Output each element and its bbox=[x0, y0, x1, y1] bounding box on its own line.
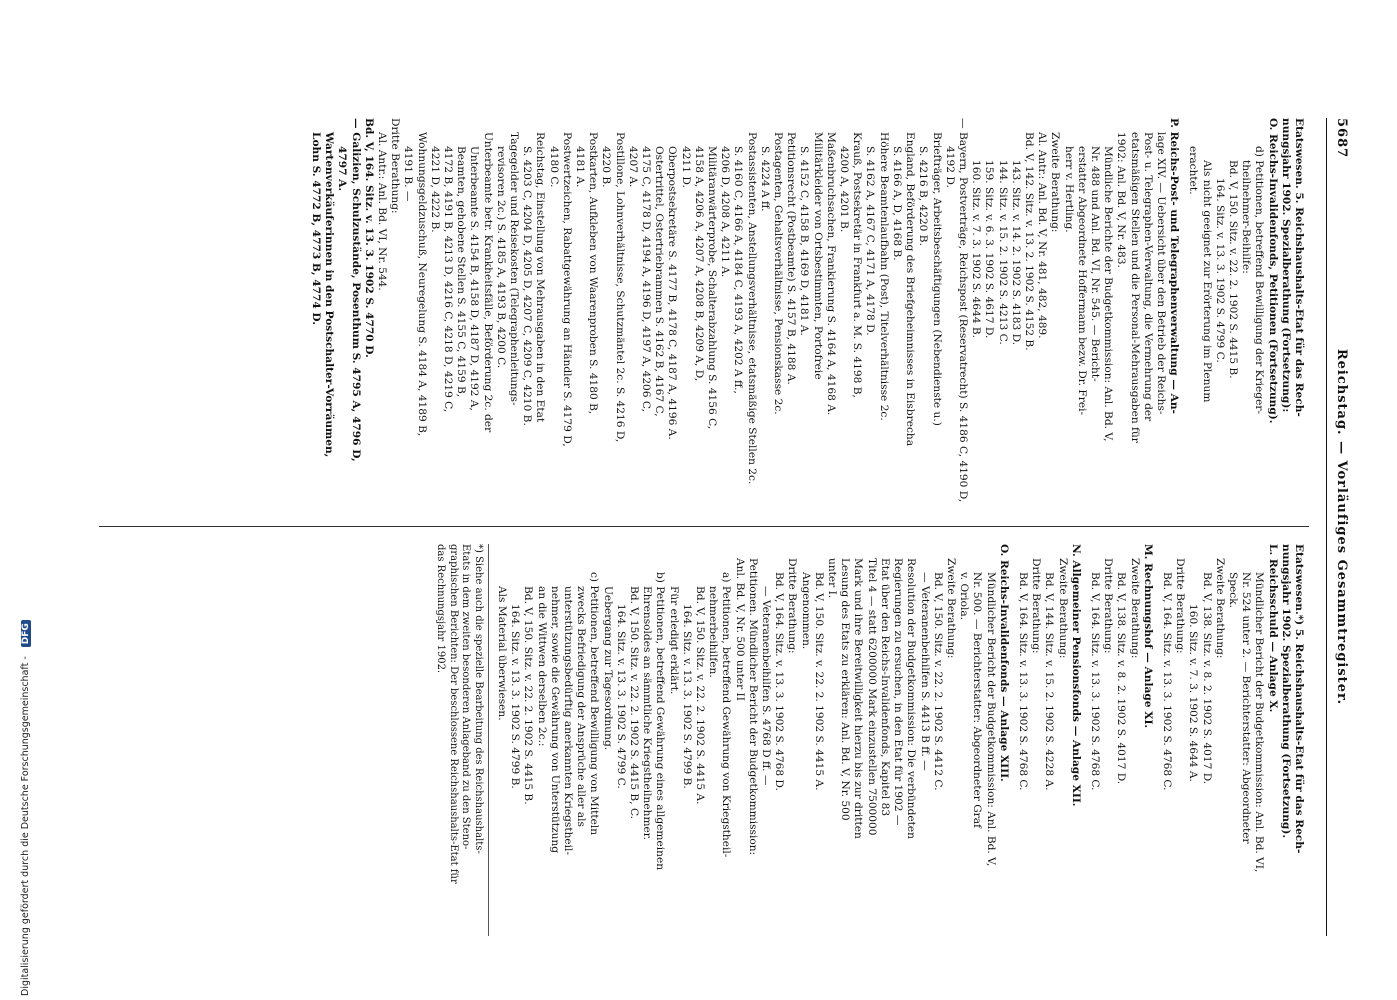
text-line: S. 4160 C, 4166 A, 4184 C, 4193 A, 4202 A ff., bbox=[732, 146, 745, 394]
text-line: d) Petitionen, betreffend Bewilligung der Krieger- bbox=[1253, 146, 1266, 414]
text-line: 164. Sitz. v. 13. 3. 1902 S. 4799 C. bbox=[614, 604, 627, 789]
text-line: Mündliche Berichte der Budgetkommission: Anl. Bd. V, bbox=[1102, 146, 1115, 442]
text-line: Bd. V, 164. Sitz. v. 13. 3. 1902 S. 4770 D. bbox=[362, 118, 375, 358]
text-line: M. Rechnungshof — Anlage XI. bbox=[1141, 544, 1154, 729]
text-line: S. 4203 C, 4204 D, 4205 D, 4207 C, 4209 C, 4210 B. bbox=[521, 146, 534, 426]
text-line: Lohn S. 4772 B, 4773 B, 4774 D. bbox=[309, 132, 322, 325]
text-line: 4191 B. — bbox=[402, 146, 415, 202]
text-line: a) Petitionen, betreffend Gewährung von Kriegstheil- bbox=[720, 572, 733, 858]
text-line: Al. Antr.: Anl. Bd. VI, Nr. 544. bbox=[375, 132, 388, 291]
text-line: 159. Sitz. v. 6. 3. 1902 S. 4617 D. bbox=[983, 160, 996, 339]
text-line: 4181 A. bbox=[574, 146, 587, 188]
text-line: Als nicht geeignet zur Erörterung im Plenum bbox=[1200, 160, 1213, 403]
text-line: Petitionen. Mündlicher Bericht der Budgetkommission: bbox=[746, 558, 759, 856]
text-line: Für erledigt erklärt. bbox=[667, 586, 680, 695]
text-line: Zweite Berathung: bbox=[1213, 558, 1226, 659]
credit-text: Digitalisierung gefördert durch die Deutsche Forschungsgemeinschaft - bbox=[20, 656, 31, 996]
footnote-line: das Rechnungsjahr 1902. bbox=[435, 544, 447, 674]
text-line: 4172 B, 4191 B, 4213 D, 4216 C, 4218 D, 4219 C, bbox=[442, 146, 454, 413]
text-line: England, Beförderung des Briefgeheimnisses in Eisbrecha bbox=[904, 132, 917, 447]
text-line: Bd. V, 164. Sitz. v. 13. 3. 1902 S. 4768 D. bbox=[773, 572, 786, 791]
footnote bbox=[433, 544, 488, 936]
text-line: — Bayern, Postverträge, Reichspost (Reservatrecht) S. 4186 C, 4190 D, bbox=[956, 118, 969, 503]
text-line: nungsjahr 1902. Spezialberathung (Fortsetzung): bbox=[1279, 118, 1292, 413]
text-line: Zweite Berathung: bbox=[1056, 558, 1069, 659]
text-line: etatsmäßigen Stellen und die Personal-Mehrausgaben für bbox=[1128, 132, 1141, 443]
text-line: 4797 A. bbox=[336, 146, 349, 192]
text-line: P. Reichs-Post- und Telegraphenverwaltung — An- bbox=[1168, 118, 1181, 414]
text-line: N. Allgemeiner Pensionsfonds — Anlage XII. bbox=[1069, 544, 1082, 807]
text-line: Dritte Berathung: bbox=[1102, 558, 1115, 654]
text-line: Unterbeamte S. 4154 B, 4158 D, 4187 D, 4192 A, bbox=[468, 146, 481, 411]
text-line: unter I. bbox=[826, 558, 839, 599]
text-line: Mündlicher Bericht der Budgetkommission: Anl. Bd. VI, bbox=[1253, 572, 1266, 873]
text-line: 4192 D. bbox=[943, 146, 956, 188]
text-line: Als Material überwiesen. bbox=[496, 586, 509, 721]
text-line: 4175 C, 4178 D, 4194 A, 4196 D, 4197 A, 4206 C, bbox=[640, 146, 653, 412]
text-line: — Galizien, Schulzustände, Posenthum S. 4795 A, 4796 D, bbox=[349, 118, 362, 462]
text-line: Bd. V, 144. Sitz. v. 15. 2. 1902 S. 4228 A. bbox=[1043, 572, 1056, 791]
text-line: Bd. V, 150. Sitz. v. 22. 2. 1902 S. 4415 A. bbox=[812, 572, 825, 791]
text-line: Al. Antr.: Anl. Bd. V, Nr. 481, 482, 489. bbox=[1036, 132, 1049, 339]
text-line: Militäranwärterprobe, Schalterabzahlung S. 4156 C, bbox=[706, 146, 719, 430]
text-line: 4207 A. bbox=[626, 146, 639, 188]
text-line: zwecks Befriedigung der Ansprüche aller als bbox=[575, 586, 588, 827]
right-column-text bbox=[309, 118, 1305, 510]
dfg-logo: DFG bbox=[21, 620, 31, 647]
text-line: Angenommen. bbox=[799, 572, 812, 650]
text-line: erstatter Abgeordnete Hoffermann bezw. Dr. Frei- bbox=[1075, 146, 1088, 416]
text-line: Bd. V, 138. Sitz. v. 8. 2. 1902 S. 4017 D. bbox=[1200, 572, 1213, 785]
text-line: 164. Sitz. v. 13. 3. 1902 S. 4799 B. bbox=[509, 604, 522, 789]
text-line: 164. Sitz. v. 13. 3. 1902 S. 4799 C. bbox=[1213, 178, 1226, 363]
text-line: 4221 D, 4222 B. bbox=[428, 146, 441, 233]
text-line: Wartenverkäuferinnen in den Postschalter-Vorräumen, bbox=[323, 132, 336, 458]
text-line: L. Reichsschuld — Anlage X. bbox=[1266, 544, 1279, 713]
text-line: Post- u. Telegraphen-Verwaltung, die Vermehrung der bbox=[1141, 132, 1154, 422]
text-line: Bd. V, 138. Sitz. v. 8. 2. 1902 S. 4017 D. bbox=[1115, 572, 1128, 785]
text-line: Höhere Beamtenlaufbahn (Post), Titelverhältnisse 2c. bbox=[877, 132, 890, 421]
text-line: Regierungen zu ersuchen, in den Etat für 1902 — bbox=[892, 558, 905, 826]
text-line: nehmerbeihilfen. bbox=[707, 586, 720, 678]
text-line: Lesung des Etats zu erklären: Anl. Bd. V, Nr. 500 bbox=[839, 558, 852, 821]
text-line: Beamten, gehobene Stellen S. 4155 C, 4159 B, bbox=[455, 146, 468, 398]
text-line: Petitionsrecht (Postbeamte) S. 4157 B, 4188 A. bbox=[785, 132, 798, 385]
text-line: 164. Sitz. v. 13. 3. 1902 S. 4799 B. bbox=[680, 604, 693, 789]
text-line: Bd. V, 164. Sitz. v. 13. 3. 1902 S. 4768 C. bbox=[1160, 572, 1173, 791]
text-line: Militärkleider von Ortsbestimmten, Portofreie bbox=[811, 132, 824, 380]
text-line: Bd. V, 142. Sitz. v. 13. 2. 1902 S. 4152 B. bbox=[1022, 132, 1035, 351]
text-line: Bd. V, 150. Sitz. v. 22. 2. 1902 S. 4415 B, C. bbox=[628, 586, 641, 820]
text-line: 160. Sitz. v. 7. 3. 1902 S. 4644 A. bbox=[1187, 604, 1200, 782]
text-line: 143. Sitz. v. 14. 2. 1902 S. 4183 D. bbox=[1009, 160, 1022, 346]
text-line: S. 4216 B, 4220 B. bbox=[917, 146, 930, 246]
text-line: Postagenten, Gehaltsverhältnisse, Pensionskasse 2c. bbox=[772, 132, 785, 415]
text-line: — Veteranenbeihilfen S. 4413 B ff. — bbox=[918, 572, 931, 771]
text-line: Ostertrittel, Ostertriebrammen S. 4162 B, 4167 C, bbox=[653, 146, 666, 417]
text-line: 4211 D. bbox=[679, 146, 692, 188]
text-line: 4220 B. bbox=[600, 146, 613, 188]
running-title: Reichstag. — Vorläufiges Gesammtregister. bbox=[1334, 348, 1349, 706]
text-line: Wohnungsgeldzuschuß, Neuregelung S. 4184 A, 4189 B, bbox=[415, 132, 428, 437]
footnote-line: *) Siehe auch die spezielle Bearbeitung des Reichshaushalts- bbox=[472, 544, 484, 854]
text-line: Speck. bbox=[1226, 572, 1239, 609]
text-line: 4158 A, 4206 A, 4207 A, 4208 B, 4209 A, D, bbox=[692, 146, 705, 382]
text-line: revisoren 2c.) S. 4185 A, 4193 B, 4200 C. bbox=[494, 146, 507, 369]
footnote-line: Etats in dem zweiten besonderen Anlageband zu den Steno- bbox=[460, 544, 472, 850]
text-line: Bd. V, 150. Sitz. v. 22. 2. 1902 S. 4415 B. bbox=[522, 586, 535, 805]
text-line: Ehrensoldes an sämmtliche Kriegstheilnehmer. bbox=[641, 586, 654, 841]
page-number: 5687 bbox=[1334, 118, 1349, 159]
text-line: 4200 A, 4201 B. bbox=[838, 146, 851, 233]
text-line: 144. Sitz. v. 15. 2. 1902 S. 4213 C. bbox=[996, 160, 1009, 345]
text-line: S. 4152 C, 4158 B, 4169 D, 4181 A. bbox=[798, 146, 811, 336]
text-line: unterstützungsbedürftig anerkannten Kriegstheil- bbox=[562, 586, 575, 856]
text-line: Uebergang zur Tagesordnung. bbox=[601, 586, 614, 751]
text-line: 160. Sitz. v. 7. 3. 1902 S. 4644 B. bbox=[970, 160, 983, 339]
footnote-line: graphischen Berichten: Der beschlossene Reichshaushalts-Etat für bbox=[447, 544, 459, 884]
text-line: erachtet. bbox=[1187, 146, 1200, 195]
text-line: Resolution der Budgetkommission: Die verbündeten bbox=[905, 558, 918, 840]
text-line: theilnehmer-Beihilfe: bbox=[1240, 160, 1253, 274]
text-line: Zweite Berathung: bbox=[944, 558, 957, 659]
text-line: an die Wittwen derselben 2c.: bbox=[535, 586, 548, 747]
text-line: Nr. 524 unter 2. — Berichterstatter: Abgeordneter bbox=[1240, 572, 1253, 844]
text-line: lage XIV. — Uebersicht über den Betrieb der Reichs- bbox=[1154, 132, 1167, 415]
text-line: — Veteranenbeihilfen S. 4768 D ff. — bbox=[760, 586, 773, 786]
text-line: Krauß, Postsekretär in Frankfurt a. M. S. 4198 B, bbox=[851, 132, 864, 398]
text-line: Dritte Berathung: bbox=[389, 118, 402, 214]
left-column-text bbox=[433, 544, 1305, 936]
text-line bbox=[1082, 544, 1088, 936]
text-line: O. Reichs-Invalidenfonds, Petitionen (Fortsetzung). bbox=[1266, 118, 1279, 424]
text-line: Unterbeamte betr. Krankheitsfälle, Beförderung 2c. der bbox=[481, 132, 494, 433]
text-line: Etatswesen.*) 5. Reichshaushalts-Etat für das Rech- bbox=[1293, 544, 1305, 854]
text-line: O. Reichs-Invalidenfonds — Anlage XIII. bbox=[997, 544, 1010, 782]
text-line: Bd. V, 150. Sitz. v. 22. 2. 1902 S. 4415 B. bbox=[1226, 160, 1239, 379]
text-line: c) Petitionen, betreffend Bewilligung von Mitteln bbox=[588, 572, 601, 836]
text-line: Briefträger, Arbeitsbeschäftigungen (Nebendienste u.) bbox=[930, 132, 943, 426]
text-line: 4206 D, 4208 A, 4211 A. bbox=[719, 146, 732, 278]
text-line: Zweite Berathung: bbox=[1128, 558, 1141, 659]
text-line: Nr. 488 und Anl. Bd. VI, Nr. 545. — Bericht- bbox=[1088, 146, 1101, 382]
text-line: Zweite Berathung: bbox=[1049, 132, 1062, 233]
text-line: 1902: Anl. Bd. V, Nr. 483. bbox=[1115, 132, 1128, 268]
text-line: nehmer, sowie die Gewährung von Unterstützung bbox=[548, 586, 561, 854]
text-line: Bd. V, 150. Sitz. v. 22. 2. 1902 S. 4415 A. bbox=[694, 586, 707, 805]
text-line: S. 4224 A ff. bbox=[758, 146, 771, 212]
text-line: Dritte Berathung: bbox=[1030, 558, 1043, 654]
text-line: Postillone, Lohnverhältnisse, Schutzmäntel 2c. S. 4216 D, bbox=[613, 132, 626, 443]
text-line: Postassistenten, Anstellungsverhältnisse, etatsmäßige Stellen 2c. bbox=[745, 132, 758, 485]
text-line: Dritte Berathung: bbox=[1174, 558, 1187, 654]
text-line: Postwertzeichen, Rabattgewährung an Händler S. 4179 D, bbox=[560, 132, 573, 447]
text-line: 4180 C. bbox=[547, 146, 560, 188]
text-line: Anl. Bd. V, Nr. 500 unter II bbox=[733, 558, 746, 701]
text-line: b) Petitionen, betreffend Gewährung eines allgemeinen bbox=[654, 572, 667, 871]
page-header bbox=[1326, 118, 1353, 936]
text-line: herr v. Hertling. bbox=[1062, 146, 1075, 233]
column-divider bbox=[99, 526, 1309, 527]
text-line: Bd. V, 164. Sitz. v. 13. 3. 1902 S. 4768 C. bbox=[1088, 572, 1101, 791]
text-line: S. 4166 A, D, 4168 B. bbox=[890, 146, 903, 261]
text-line bbox=[1010, 544, 1016, 936]
text-line: Oberpostsekretäre S. 4177 B, 4178 C, 4187 A, 4196 A. bbox=[666, 146, 679, 440]
text-line: Mark und ihre Bereitwilligkeit hierzu bis zur dritten bbox=[852, 558, 865, 839]
text-line bbox=[1154, 544, 1160, 936]
text-line: Bd. V, 150. Sitz. v. 22. 2. 1902 S. 4412 C. bbox=[931, 572, 944, 791]
text-line: S. 4162 A, 4167 C, 4171 A, 4178 D. bbox=[864, 146, 877, 336]
text-line: Maßenbruchsachen, Frankierung S. 4164 A, 4168 A. bbox=[824, 132, 837, 416]
text-line: Reichstag, Einstellung von Mehrausgaben in den Etat bbox=[534, 132, 547, 423]
text-line: Tagegelder und Reisekosten (Telegraphenleitungs- bbox=[508, 132, 521, 406]
text-line: Postkarten, Aufkleben von Waarenproben S. 4180 B, bbox=[587, 132, 600, 415]
text-line: nungsjahr 1902. Spezialberathung (Fortsetzung). bbox=[1279, 544, 1292, 839]
text-line: Titel 4 — statt 6200000 Mark einzustellen 7500000 bbox=[865, 558, 878, 836]
text-line: Nr. 500. — Berichterstatter: Abgeordneter Graf bbox=[971, 572, 984, 828]
text-line: v. Oriola. bbox=[958, 572, 971, 621]
text-line: Dritte Berathung: bbox=[786, 558, 799, 654]
text-line: Etatswesen. 5. Reichshaushalts-Etat für das Rech- bbox=[1293, 118, 1305, 417]
text-line: Etat über den Reichs-Invalidenfonds, Kapitel 83 bbox=[878, 558, 891, 817]
text-line: Mündlicher Bericht der Budgetkommission: Anl. Bd. V, bbox=[984, 572, 997, 867]
text-line: Bd. V, 164. Sitz. v. 13. 3. 1902 S. 4768 C. bbox=[1016, 572, 1029, 791]
